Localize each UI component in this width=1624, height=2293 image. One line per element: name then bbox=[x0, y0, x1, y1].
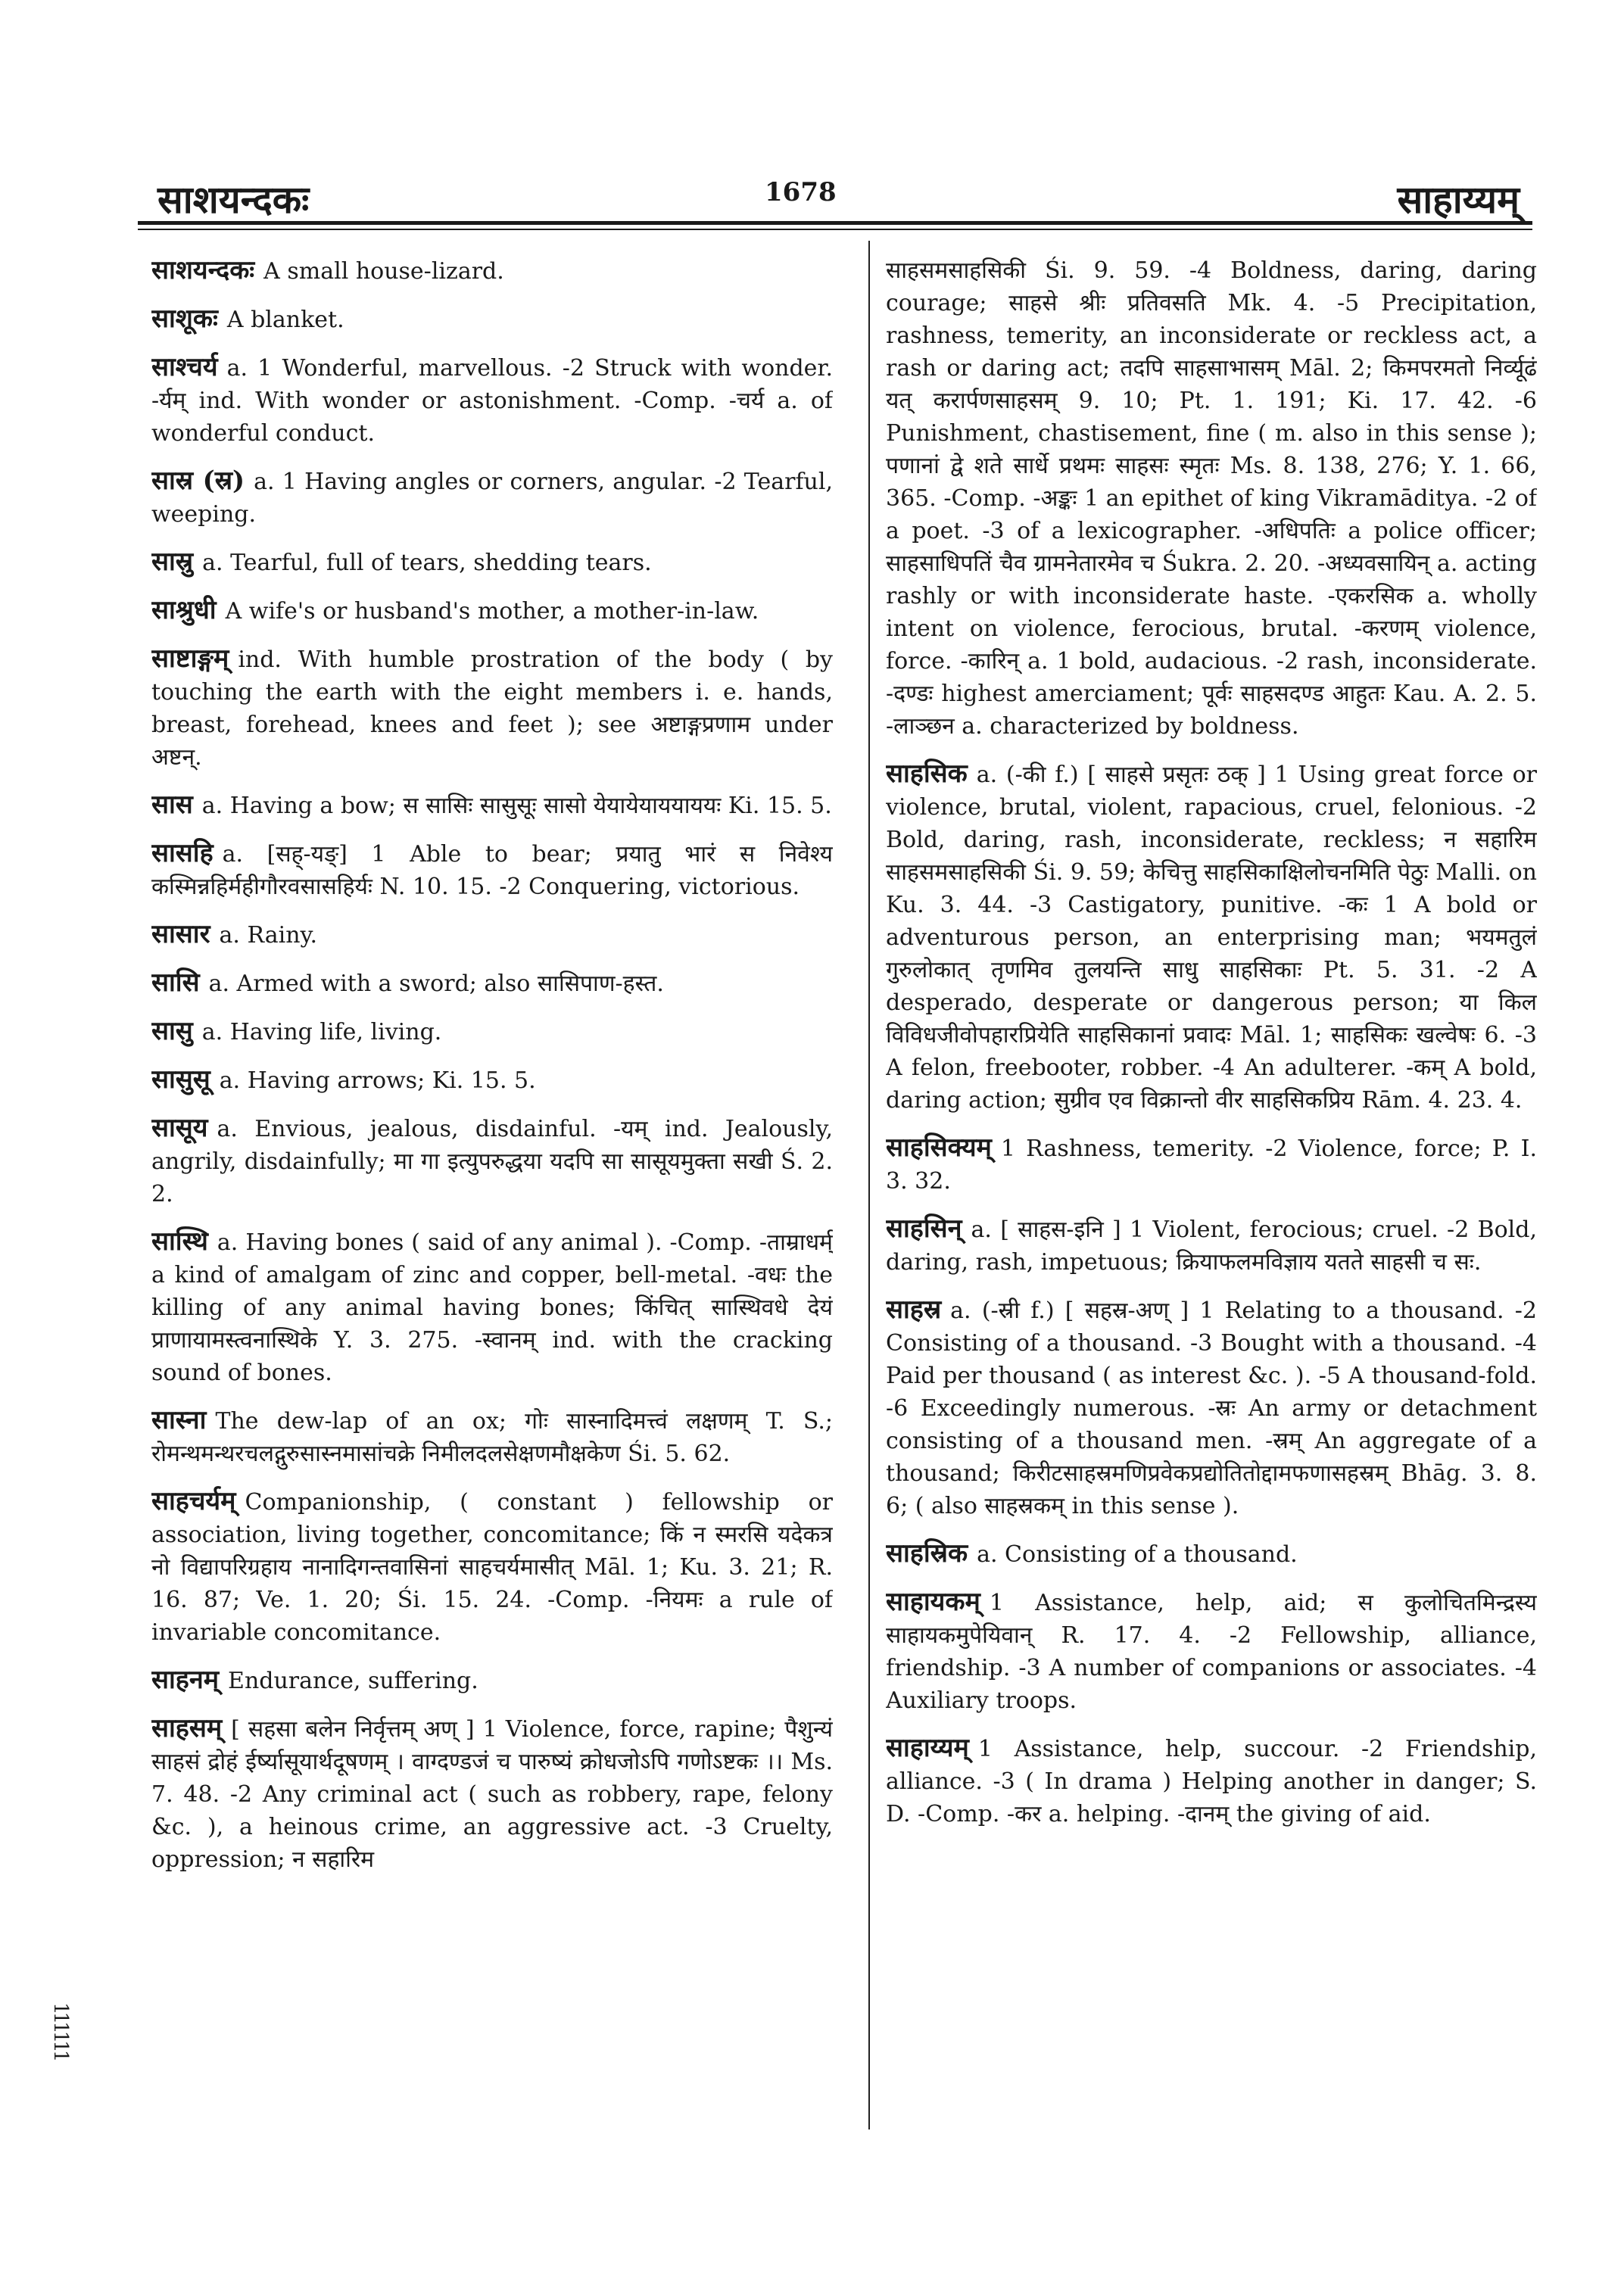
column-divider bbox=[868, 241, 870, 2129]
entry-headword: साशयन्दकः bbox=[151, 255, 255, 285]
header-rule-thin bbox=[138, 229, 1532, 230]
entry-text: a. Envious, jealous, disdainful. -यम् ind. Jealously, angrily, disdainfully; मा गा इत्युपरुद्धया यदपि सा सासूयमुक्ता सखी Ś. 2. 2. bbox=[151, 1116, 833, 1207]
dictionary-entry bbox=[151, 351, 833, 450]
entry-headword: सास्ना bbox=[151, 1405, 207, 1435]
entry-text: 1 Rashness, temerity. -2 Violence, force; P. I. 3. 32. bbox=[886, 1136, 1537, 1195]
dictionary-entry bbox=[151, 789, 833, 822]
entry-text: a. [सह्-यङ्] 1 Able to bear; प्रयातु भारं स निवेश्य कस्मिन्नहिर्महीगौरवसासहिर्यः N. 10. 15. -2 Conquering, victorious. bbox=[151, 841, 833, 900]
entry-headword: साश्चर्य bbox=[151, 352, 218, 382]
entry-text: a. Having arrows; Ki. 15. 5. bbox=[219, 1067, 536, 1094]
dictionary-entry bbox=[151, 643, 833, 774]
dictionary-entry bbox=[151, 1112, 833, 1210]
entry-text: A wife's or husband's mother, a mother-in-law. bbox=[225, 598, 759, 625]
entry-headword: साश्रुधी bbox=[151, 595, 217, 625]
dictionary-entry bbox=[151, 1226, 833, 1389]
entry-text: a. 1 Wonderful, marvellous. -2 Struck with wonder. -र्यम् ind. With wonder or astonishment. -Comp. -चर्य a. of wonderful conduct. bbox=[151, 355, 833, 447]
entry-headword: साष्टाङ्गम् bbox=[151, 643, 229, 674]
entry-text: The dew-lap of an ox; गोः सास्नादिमत्त्वं लक्षणम् T. S.; रोमन्थमन्थरचलद्गुरुसास्नमासांचक्रे निमीलदलसेक्षणमौक्षकेण Śi. 5. 62. bbox=[151, 1408, 833, 1467]
entry-headword: सासार bbox=[151, 919, 210, 949]
entry-text: ind. With humble prostration of the body ( by touching the earth with the eight members i. e. hands, breast, forehead, knees and feet ); see अष्टाङ्गप्रणाम under अष्टन्. bbox=[151, 646, 833, 771]
entry-text: 1 Assistance, help, succour. -2 Friendship, alliance. -3 ( In drama ) Helping another in danger; S. D. -Comp. -कर a. helping. -दानम् the giving of aid. bbox=[886, 1736, 1537, 1827]
entry-headword: सासुसू bbox=[151, 1064, 210, 1095]
dictionary-entry-continued bbox=[886, 254, 1537, 743]
dictionary-entry bbox=[151, 594, 833, 628]
entry-text: a. Consisting of a thousand. bbox=[977, 1541, 1298, 1568]
entry-text: a. (-स्री f.) [ सहस्र-अण् ] 1 Relating to a thousand. -2 Consisting of a thousand. -3 Bought with a thousand. -4 Paid per thousand ( as interest &c. ). -5 A thousand-fold. -6 Exceedingly numerous. -स्रः An army or detachment consisting of a thousand men. -स्रम् An aggregate of a thousand; किरीटसाहस्रमणिप्रवेकप्रद्योतितोद्दामफणासहस्रम् Bhāg. 3. 8. 6; ( also साहस्रकम् in this sense ). bbox=[886, 1298, 1537, 1519]
entry-text: a. Armed with a sword; also सासिपाण-हस्त. bbox=[208, 970, 664, 997]
dictionary-entry bbox=[886, 758, 1537, 1117]
entry-headword: साहनम् bbox=[151, 1665, 220, 1695]
entry-headword: सास bbox=[151, 790, 193, 820]
entry-text: a. 1 Having angles or corners, angular. -2 Tearful, weeping. bbox=[151, 469, 833, 528]
entry-headword: साहसम् bbox=[151, 1713, 223, 1743]
entry-headword: साहसिक्यम् bbox=[886, 1132, 992, 1163]
right-column bbox=[886, 254, 1537, 2101]
dictionary-entry bbox=[886, 1586, 1537, 1717]
dictionary-entry bbox=[886, 1213, 1537, 1279]
dictionary-entry bbox=[151, 1712, 833, 1876]
header-rule-thick bbox=[138, 221, 1532, 225]
dictionary-entry bbox=[151, 465, 833, 531]
entry-headword: सास्थि bbox=[151, 1226, 208, 1257]
dictionary-entry bbox=[886, 1132, 1537, 1198]
dictionary-entry bbox=[151, 1064, 833, 1097]
entry-text: A small house-lizard. bbox=[263, 258, 504, 285]
entry-headword: साहस्र bbox=[886, 1294, 942, 1325]
entry-headword: साहसिक bbox=[886, 759, 968, 789]
entry-headword: सासु bbox=[151, 1016, 193, 1046]
entry-headword: सासहि bbox=[151, 838, 214, 868]
entry-text: a. (-की f.) [ साहसे प्रसृतः ठक् ] 1 Using great force or violence, brutal, violent, rapacious, cruel, felonious. -2 Bold, daring, rash, inconsiderate, reckless; न सहारिम साहसमसाहसिकी Śi. 9. 59; केचित्तु साहसिकाक्षिलोचनमिति पेठुः Malli. on Ku. 3. 44. -3 Castigatory, punitive. -कः 1 A bold or adventurous person, an enterprising man; भयमतुलं गुरुलोकात् तृणमिव तुलयन्ति साधु साहसिकाः Pt. 5. 31. -2 A desperado, desperate or dangerous person; या किल विविधजीवोपहारप्रियेति साहसिकानां प्रवादः Māl. 1; साहसिकः खल्वेषः 6. -3 A felon, freebooter, robber. -4 An adulterer. -कम् A bold, daring action; सुग्रीव एव विक्रान्तो वीर साहसिकप्रिय Rām. 4. 23. 4. bbox=[886, 762, 1537, 1114]
entry-text: a. Having bones ( said of any animal ). -Comp. -ताम्राधर्म् a kind of amalgam of zinc and copper, bell-metal. -वधः the killing of any animal having bones; किंचित् सास्थिवधे देयं प्राणायामस्त्वनास्थिके Y. 3. 275. -स्वानम् ind. with the cracking sound of bones. bbox=[151, 1229, 833, 1386]
entry-text: [ सहसा बलेन निर्वृत्तम् अण् ] 1 Violence, force, rapine; पैशुन्यं साहसं द्रोहं ईर्ष्यासूयार्थदूषणम् । वाग्दण्डजं च पारुष्यं क्रोधजोऽपि गणोऽष्टकः ।। Ms. 7. 48. -2 Any criminal act ( such as robbery, rape, felony &c. ), a heinous crime, an aggressive act. -3 Cruelty, oppression; न सहारिम bbox=[151, 1716, 833, 1873]
dictionary-entry bbox=[151, 254, 833, 288]
entry-headword: सासि bbox=[151, 967, 200, 998]
dictionary-entry bbox=[151, 1664, 833, 1697]
entry-text: a. Having life, living. bbox=[201, 1019, 442, 1045]
entry-text: a. Tearful, full of tears, shedding tears. bbox=[202, 550, 652, 576]
dictionary-entry bbox=[151, 303, 833, 336]
entry-headword: सासूय bbox=[151, 1113, 208, 1143]
entry-text: a. [ साहस-इनि ] 1 Violent, ferocious; cruel. -2 Bold, daring, rash, impetuous; क्रियाफलमविज्ञाय यतते साहसी च सः. bbox=[886, 1217, 1537, 1276]
dictionary-entry bbox=[151, 837, 833, 903]
entry-headword: साहसिन् bbox=[886, 1213, 962, 1244]
dictionary-entry bbox=[151, 918, 833, 952]
entry-headword: साहायकम् bbox=[886, 1587, 980, 1617]
running-head-right: साहाय्यम् bbox=[1397, 177, 1520, 222]
dictionary-entry bbox=[886, 1294, 1537, 1522]
entry-text: Endurance, suffering. bbox=[228, 1668, 478, 1694]
entry-headword: सास्रु bbox=[151, 547, 194, 577]
entry-headword: साहस्रिक bbox=[886, 1538, 968, 1569]
entry-text: 1 Assistance, help, aid; स कुलोचितमिन्द्रस्य साहायकमुपेयिवान् R. 17. 4. -2 Fellowship, alliance, friendship. -3 A number of companions or associates. -4 Auxiliary troops. bbox=[886, 1590, 1537, 1714]
entry-headword: साहाय्यम् bbox=[886, 1733, 969, 1763]
dictionary-entry bbox=[151, 1015, 833, 1048]
dictionary-entry bbox=[886, 1537, 1537, 1571]
dictionary-entry bbox=[151, 546, 833, 579]
dictionary-entry bbox=[151, 1404, 833, 1470]
left-column bbox=[151, 254, 833, 2101]
dictionary-entry bbox=[151, 967, 833, 1000]
entry-text: a. Rainy. bbox=[219, 922, 318, 949]
margin-mark: 111111 bbox=[49, 2002, 72, 2060]
dictionary-entry bbox=[151, 1485, 833, 1649]
entry-headword: साशूकः bbox=[151, 304, 218, 334]
entry-headword: सास्र (स्र) bbox=[151, 466, 245, 496]
entry-text: साहसमसाहसिकी Śi. 9. 59. -4 Boldness, daring, daring courage; साहसे श्रीः प्रतिवसति Mk. 4. -5 Precipitation, rashness, temerity, an inconsiderate or reckless act, a rash or daring act; तदपि साहसाभासम् Māl. 2; किमपरमतो निर्व्यूढं यत् करार्पणसाहसम् 9. 10; Pt. 1. 191; Ki. 17. 42. -6 Punishment, chastisement, fine ( m. also in this sense ); पणानां द्वे शते सार्धे प्रथमः साहसः स्मृतः Ms. 8. 138, 276; Y. 1. 66, 365. -Comp. -अङ्कः 1 an epithet of king Vikramāditya. -2 of a poet. -3 of a lexicographer. -अधिपतिः a police officer; साहसाधिपतिं चैव ग्रामनेतारमेव च Śukra. 2. 20. -अध्यवसायिन् a. acting rashly or with inconsiderate haste. -एकरसिक a. wholly intent on violence, ferocious, brutal. -करणम् violence, force. -कारिन् a. 1 bold, audacious. -2 rash, inconsiderate. -दण्डः highest amerciament; पूर्वः साहसदण्ड आहुतः Kau. A. 2. 5. -लाञ्छन a. characterized by boldness. bbox=[886, 257, 1537, 740]
entry-headword: साहचर्यम् bbox=[151, 1486, 236, 1516]
page-number: 1678 bbox=[765, 177, 837, 207]
running-head-left: साशयन्दकः bbox=[157, 177, 310, 222]
entry-text: A blanket. bbox=[226, 307, 344, 333]
entry-text: Companionship, ( constant ) fellowship or association, living together, concomitance; किं न स्मरसि यदेकत्र नो विद्यापरिग्रहाय नानादिगन्तवासिनां साहचर्यमासीत् Māl. 1; Ku. 3. 21; R. 16. 87; Ve. 1. 20; Śi. 15. 24. -Comp. -नियमः a rule of invariable concomitance. bbox=[151, 1489, 833, 1646]
dictionary-entry bbox=[886, 1732, 1537, 1830]
entry-text: a. Having a bow; स सासिः सासुसूः सासो येयायेयाययाययः Ki. 15. 5. bbox=[201, 793, 832, 819]
